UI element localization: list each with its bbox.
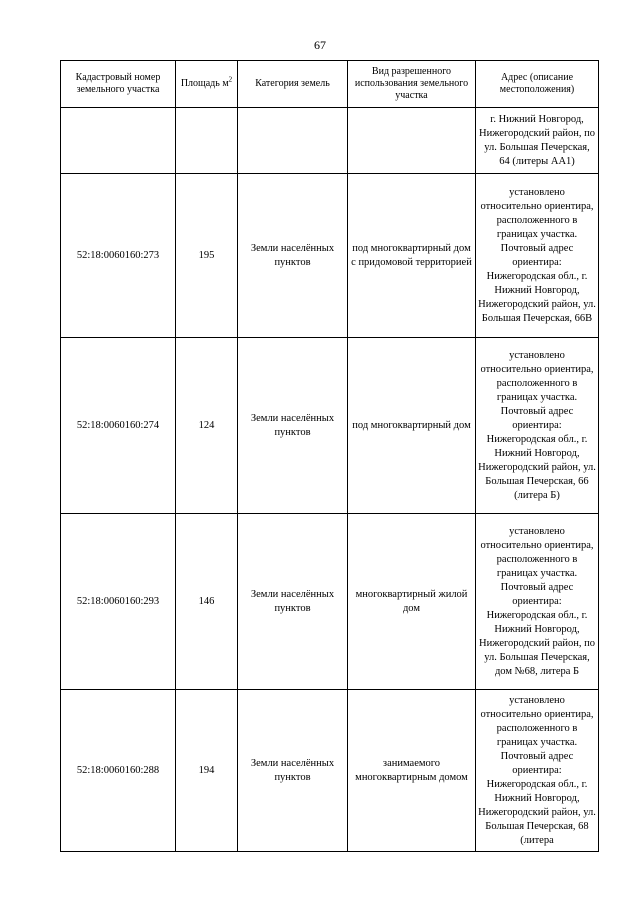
address-cell: установлено относительно ориентира, расположенного в границах участка. Почтовый адрес ориентира: Нижегородская обл., г. Нижний Новгород, Нижегородский район, ул. Большая Печерская, 66В [476, 174, 599, 338]
permitted-use-cell [348, 108, 476, 174]
header-area-superscript: 2 [228, 75, 233, 84]
area-cell: 124 [176, 338, 238, 514]
header-address: Адрес (описание местоположения) [476, 61, 599, 108]
permitted-use-cell: под многоквартирный дом с придомовой территорией [348, 174, 476, 338]
land-plots-table [60, 60, 599, 852]
address-cell: установлено относительно ориентира, расположенного в границах участка. Почтовый адрес ориентира: Нижегородская обл., г. Нижний Новгород, Нижегородский район, по ул. Большая Печерская, дом №68, литера Б [476, 514, 599, 690]
address-cell: г. Нижний Новгород, Нижегородский район, по ул. Большая Печерская, 64 (литеры АА1) [476, 108, 599, 174]
header-area-label: Площадь м [180, 78, 229, 89]
page-number: 67 [314, 38, 326, 52]
cadastral-number-cell: 52:18:0060160:274 [61, 338, 176, 514]
table-row [61, 108, 599, 174]
table-row [61, 514, 599, 690]
area-cell [176, 108, 238, 174]
cadastral-number-cell: 52:18:0060160:273 [61, 174, 176, 338]
area-cell: 146 [176, 514, 238, 690]
cadastral-number-cell [61, 108, 176, 174]
land-category-cell [238, 108, 348, 174]
header-cadastral-number: Кадастровый номер земельного участка [61, 61, 176, 108]
header-permitted-use: Вид разрешенного использования земельного участка [348, 61, 476, 108]
cadastral-number-cell: 52:18:0060160:288 [61, 690, 176, 852]
table-row [61, 338, 599, 514]
area-cell: 194 [176, 690, 238, 852]
cadastral-number-cell: 52:18:0060160:293 [61, 514, 176, 690]
land-category-cell: Земли населённых пунктов [238, 338, 348, 514]
land-category-cell: Земли населённых пунктов [238, 690, 348, 852]
land-category-cell: Земли населённых пунктов [238, 514, 348, 690]
table-row [61, 690, 599, 852]
table-header-row [61, 61, 599, 108]
permitted-use-cell: под многоквартирный дом [348, 338, 476, 514]
permitted-use-cell: многоквартирный жилой дом [348, 514, 476, 690]
table-row [61, 174, 599, 338]
address-cell: установлено относительно ориентира, расположенного в границах участка. Почтовый адрес ориентира: Нижегородская обл., г. Нижний Новгород, Нижегородский район, ул. Большая Печерская, 66 (литера Б) [476, 338, 599, 514]
header-land-category: Категория земель [238, 61, 348, 108]
land-category-cell: Земли населённых пунктов [238, 174, 348, 338]
area-cell: 195 [176, 174, 238, 338]
address-cell: установлено относительно ориентира, расположенного в границах участка. Почтовый адрес ориентира: Нижегородская обл., г. Нижний Новгород, Нижегородский район, ул. Большая Печерская, 68 (литера [476, 690, 599, 852]
header-area [176, 61, 238, 108]
permitted-use-cell: занимаемого многоквартирным домом [348, 690, 476, 852]
